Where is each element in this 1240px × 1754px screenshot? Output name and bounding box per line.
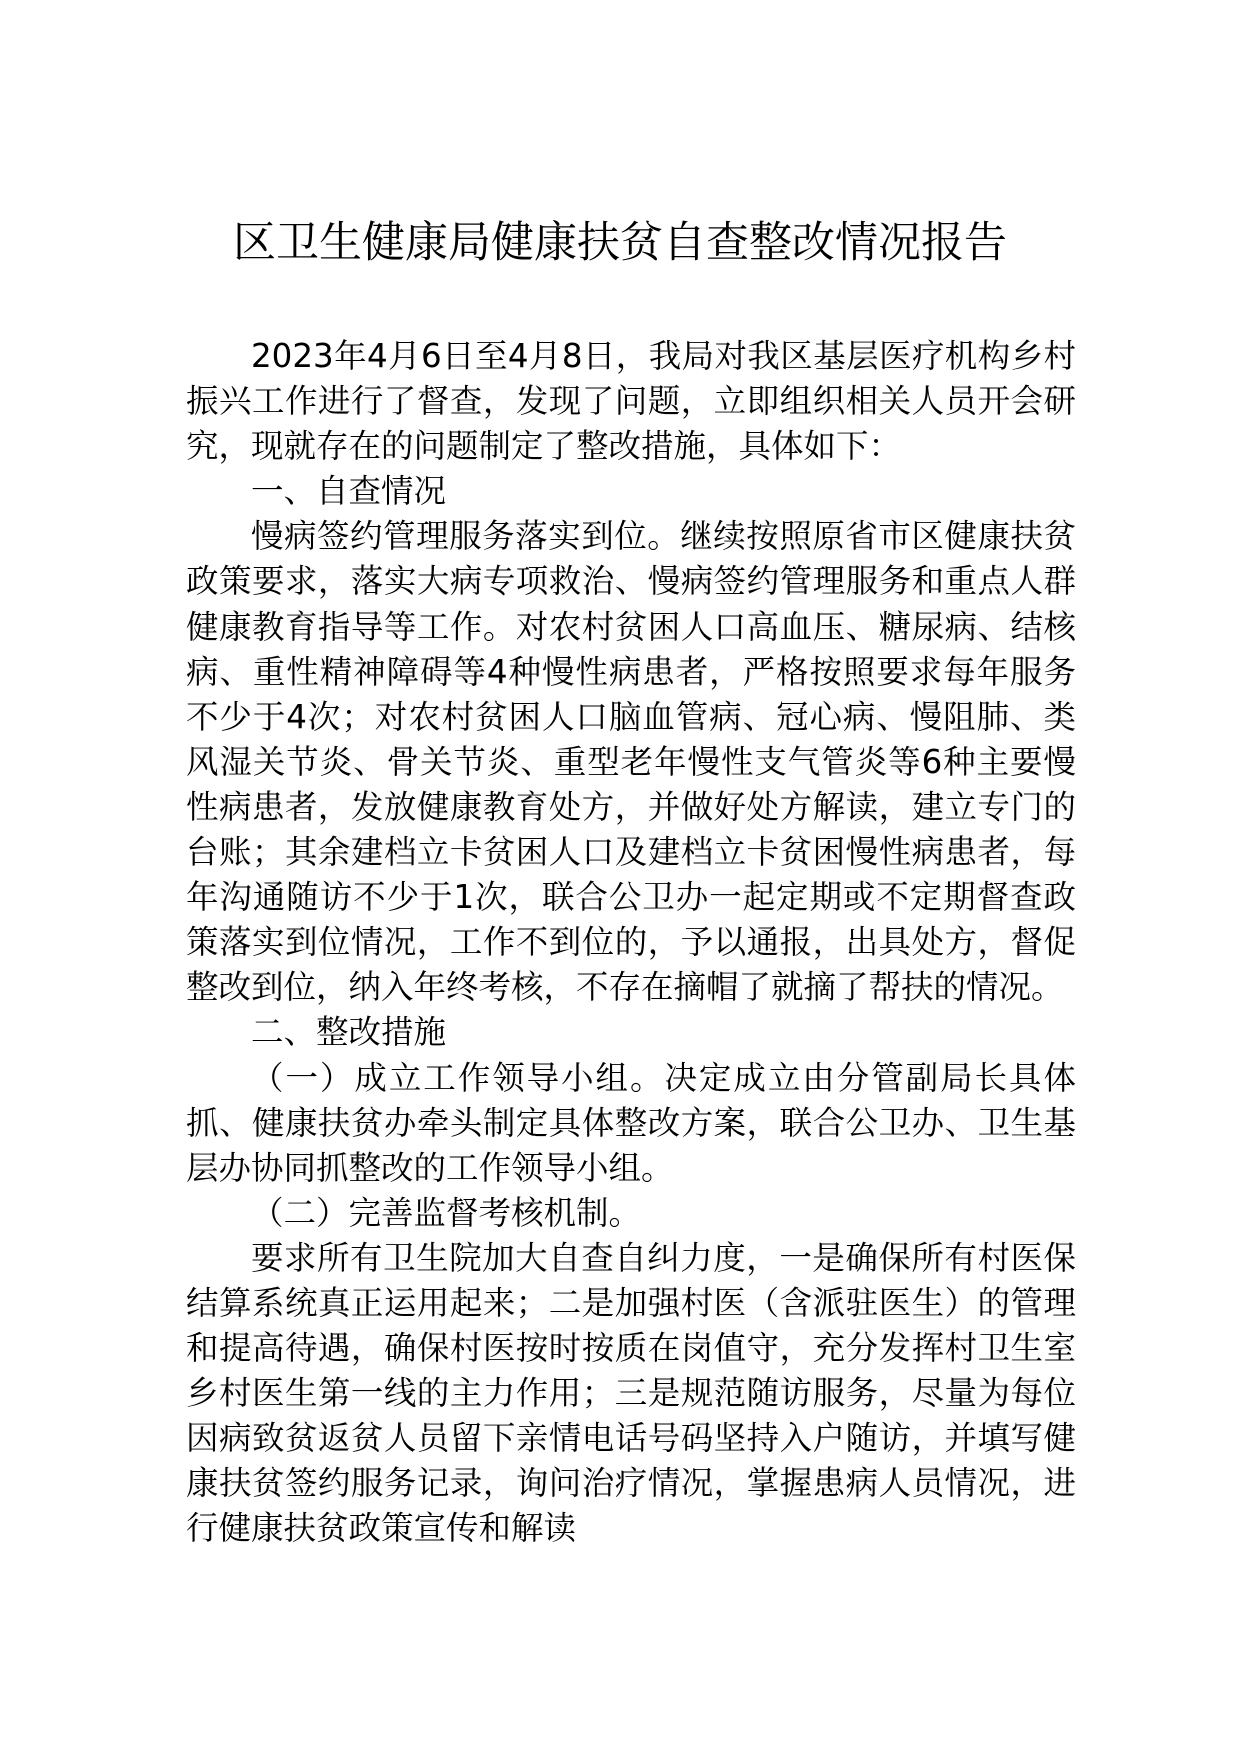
document-body bbox=[186, 334, 1076, 1552]
document-title: 区卫生健康局健康扶贫自查整改情况报告 bbox=[233, 218, 1007, 268]
paragraph-leadership-group: （一）成立工作领导小组。决定成立由分管副局长具体抓、健康扶贫办牵头制定具体整改方案，联合公卫办、卫生基层办协同抓整改的工作领导小组。 bbox=[186, 1058, 1076, 1187]
subheading-supervision: （二）完善监督考核机制。 bbox=[251, 1193, 642, 1232]
section-heading-rectification: 二、整改措施 bbox=[251, 1013, 447, 1052]
paragraph-supervision: 要求所有卫生院加大自查自纠力度，一是确保所有村医保结算系统真正运用起来；二是加强村医（含派驻医生）的管理和提高待遇，确保村医按时按质在岗值守，充分发挥村卫生室乡村医生第一线的主力作用；三是规范随访服务，尽量为每位因病致贫返贫人员留下亲情电话号码坚持入户随访，并填写健康扶贫签约服务记录，询问治疗情况，掌握患病人员情况，进行健康扶贫政策宣传和解读 bbox=[186, 1238, 1076, 1548]
paragraph-intro: 2023年4月6日至4月8日，我局对我区基层医疗机构乡村振兴工作进行了督查，发现了问题，立即组织相关人员开会研究，现就存在的问题制定了整改措施，具体如下： bbox=[186, 337, 1076, 466]
section-heading-self-inspection: 一、自查情况 bbox=[251, 472, 447, 511]
paragraph-self-inspection: 慢病签约管理服务落实到位。继续按照原省市区健康扶贫政策要求，落实大病专项救治、慢病签约管理服务和重点人群健康教育指导等工作。对农村贫困人口高血压、糖尿病、结核病、重性精神障碍等4种慢性病患者，严格按照要求每年服务不少于4次；对农村贫困人口脑血管病、冠心病、慢阻肺、类风湿关节炎、骨关节炎、重型老年慢性支气管炎等6种主要慢性病患者，发放健康教育处方，并做好处方解读，建立专门的台账；其余建档立卡贫困人口及建档立卡贫困慢性病患者，每年沟通随访不少于1次，联合公卫办一起定期或不定期督查政策落实到位情况，工作不到位的，予以通报，出具处方，督促整改到位，纳入年终考核，不存在摘帽了就摘了帮扶的情况。 bbox=[186, 517, 1076, 1007]
